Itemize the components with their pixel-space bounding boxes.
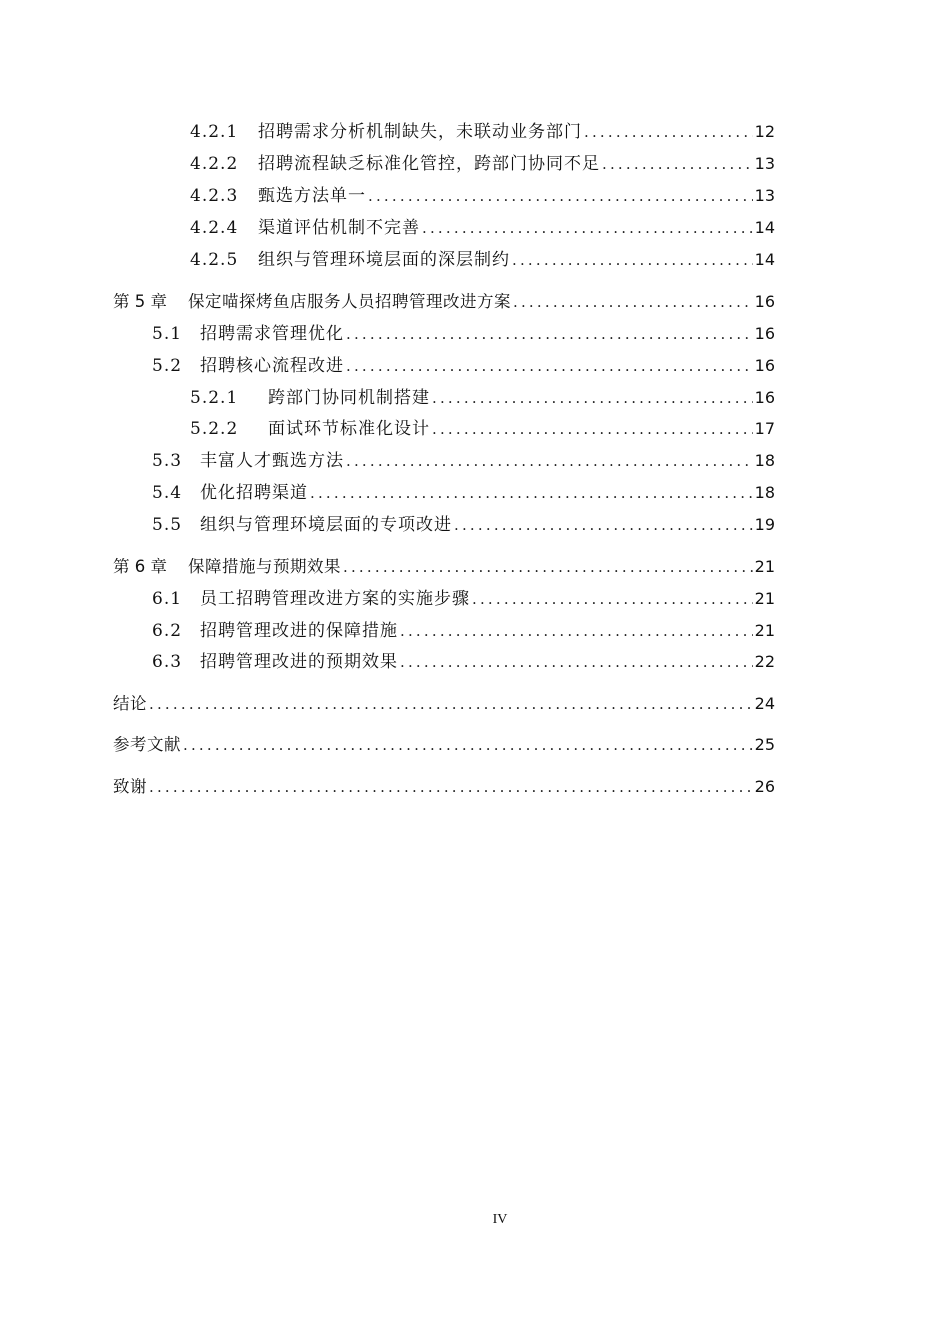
toc-number: 6.1 (152, 589, 183, 609)
toc-page-number: 17 (754, 419, 775, 438)
toc-title: 招聘核心流程改进 (200, 356, 344, 376)
toc-title: 渠道评估机制不完善 (258, 218, 420, 238)
toc-chapter-number: 第 6 章 (113, 557, 167, 576)
dot-leader (513, 291, 753, 313)
toc-page-number: 26 (754, 777, 775, 796)
toc-entry-chapter-5[interactable] (113, 291, 775, 313)
toc-title: 员工招聘管理改进方案的实施步骤 (200, 589, 470, 609)
dot-leader (432, 418, 753, 440)
dot-leader (512, 249, 753, 271)
toc-title: 结论 (113, 694, 147, 713)
toc-number: 4.2.3 (190, 186, 239, 206)
dot-leader (584, 121, 753, 143)
dot-leader (400, 620, 753, 642)
toc-entry-references[interactable] (113, 734, 775, 756)
toc-page-number: 13 (754, 186, 775, 205)
dot-leader (422, 217, 753, 239)
toc-title: 组织与管理环境层面的深层制约 (258, 250, 510, 270)
toc-page-number: 14 (754, 218, 775, 237)
dot-leader (432, 387, 753, 409)
toc-page-number: 14 (754, 250, 775, 269)
toc-title: 组织与管理环境层面的专项改进 (200, 515, 452, 535)
toc-entry-5-3[interactable] (152, 450, 775, 472)
toc-page-number: 24 (754, 694, 775, 713)
toc-entry-chapter-6[interactable] (113, 556, 775, 578)
toc-number: 4.2.4 (190, 218, 239, 238)
toc-title: 面试环节标准化设计 (268, 419, 430, 439)
toc-entry-acknowledgements[interactable] (113, 776, 775, 798)
toc-page-number: 21 (754, 557, 775, 576)
toc-page-number: 16 (754, 324, 775, 343)
toc-entry-5-2[interactable] (152, 355, 775, 377)
toc-number: 6.2 (152, 621, 183, 641)
toc-title: 招聘管理改进的预期效果 (200, 652, 398, 672)
toc-number: 4.2.5 (190, 250, 239, 270)
toc-title: 优化招聘渠道 (200, 483, 308, 503)
dot-leader (149, 776, 753, 798)
toc-entry-6-2[interactable] (152, 620, 775, 642)
toc-number: 4.2.2 (190, 154, 239, 174)
toc-entry-5-2-2[interactable] (190, 418, 775, 440)
toc-page-number: 16 (754, 292, 775, 311)
toc-number: 5.1 (152, 324, 183, 344)
dot-leader (149, 693, 753, 715)
dot-leader (346, 323, 753, 345)
toc-entry-conclusion[interactable] (113, 693, 775, 715)
dot-leader (183, 734, 753, 756)
dot-leader (454, 514, 753, 536)
toc-entry-6-3[interactable] (152, 651, 775, 673)
toc-title: 保定喵探烤鱼店服务人员招聘管理改进方案 (188, 292, 511, 311)
toc-entry-5-5[interactable] (152, 514, 775, 536)
toc-number: 5.4 (152, 483, 183, 503)
toc-entry-4-2-3[interactable] (190, 185, 775, 207)
toc-title: 跨部门协同机制搭建 (268, 388, 430, 408)
toc-entry-4-2-5[interactable] (190, 249, 775, 271)
toc-page-number: 18 (754, 451, 775, 470)
toc-entry-4-2-1[interactable] (190, 121, 775, 143)
dot-leader (400, 651, 753, 673)
dot-leader (343, 556, 753, 578)
toc-title: 参考文献 (113, 735, 181, 754)
toc-title: 招聘流程缺乏标准化管控，跨部门协同不足 (258, 154, 600, 174)
toc-page-number: 16 (754, 356, 775, 375)
toc-page-number: 18 (754, 483, 775, 502)
toc-number: 5.2.2 (190, 419, 239, 439)
toc-number: 5.2.1 (190, 388, 239, 408)
toc-page-number: 25 (754, 735, 775, 754)
toc-title: 保障措施与预期效果 (188, 557, 341, 576)
toc-entry-5-1[interactable] (152, 323, 775, 345)
toc-number: 5.3 (152, 451, 183, 471)
toc-title: 甄选方法单一 (258, 186, 366, 206)
toc-title: 招聘管理改进的保障措施 (200, 621, 398, 641)
toc-number: 4.2.1 (190, 122, 239, 142)
dot-leader (310, 482, 753, 504)
dot-leader (602, 153, 753, 175)
toc-entry-5-2-1[interactable] (190, 387, 775, 409)
toc-title: 招聘需求管理优化 (200, 324, 344, 344)
toc-page-number: 22 (754, 652, 775, 671)
toc-page-number: 13 (754, 154, 775, 173)
toc-page-number: 19 (754, 515, 775, 534)
toc-number: 6.3 (152, 652, 183, 672)
toc-page-number: 12 (754, 122, 775, 141)
toc-title: 丰富人才甄选方法 (200, 451, 344, 471)
toc-entry-4-2-2[interactable] (190, 153, 775, 175)
toc-page-number: 21 (754, 621, 775, 640)
dot-leader (368, 185, 753, 207)
toc-title: 招聘需求分析机制缺失，未联动业务部门 (258, 122, 582, 142)
dot-leader (346, 355, 753, 377)
toc-entry-6-1[interactable] (152, 588, 775, 610)
toc-page-number: 21 (754, 589, 775, 608)
toc-chapter-number: 第 5 章 (113, 292, 167, 311)
toc-entry-5-4[interactable] (152, 482, 775, 504)
toc-page-number: 16 (754, 388, 775, 407)
dot-leader (346, 450, 753, 472)
dot-leader (472, 588, 753, 610)
toc-entry-4-2-4[interactable] (190, 217, 775, 239)
toc-number: 5.2 (152, 356, 183, 376)
toc-title: 致谢 (113, 777, 147, 796)
toc-number: 5.5 (152, 515, 183, 535)
page-number-footer: IV (492, 1212, 508, 1227)
